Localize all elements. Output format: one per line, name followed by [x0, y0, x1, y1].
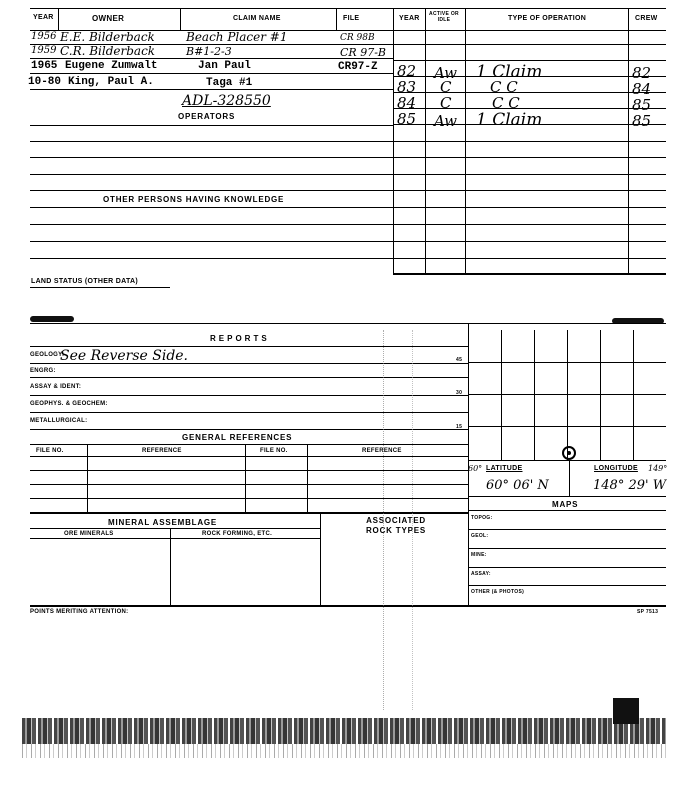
row-rule: [30, 258, 393, 259]
claim-name: Jan Paul: [198, 60, 251, 72]
mineral-subheader-rule: [30, 528, 320, 529]
owner-name: E.E. Bilderback: [60, 30, 155, 44]
grid-line: [501, 330, 502, 460]
ops-row-rule: [393, 241, 666, 242]
form-number: SP 7513: [637, 609, 659, 615]
ops-row-rule: [393, 190, 666, 191]
maps-rule: [468, 510, 666, 511]
ore-minerals-label: ORE MINERALS: [64, 531, 114, 537]
longitude-grid-value: 149°: [648, 464, 668, 473]
owner-year: 1959: [31, 45, 57, 56]
row-rule: [30, 241, 393, 242]
col-divider: [336, 8, 337, 30]
maps-title: MAPS: [552, 500, 579, 509]
ops-year: 83: [397, 78, 417, 96]
marker-dot: [567, 451, 571, 455]
row-rule: [30, 190, 393, 191]
col-divider: [180, 8, 181, 30]
grid-line: [468, 460, 666, 461]
geology-label: GEOLOGY:: [30, 352, 65, 358]
mineral-bottom-rule: [30, 605, 666, 607]
grid-line: [468, 362, 666, 363]
geophys-label: GEOPHYS. & GEOCHEM:: [30, 401, 108, 407]
refs-reference-2: REFERENCE: [362, 448, 402, 454]
grid-line: [468, 394, 666, 395]
ops-row-rule: [393, 224, 666, 225]
ops-year: 82: [397, 62, 417, 80]
refs-file-no: FILE NO.: [36, 448, 64, 454]
scale-mark: 15: [456, 424, 463, 430]
header-year-ops: YEAR: [399, 15, 420, 22]
ops-type: 1 Claim: [476, 110, 543, 130]
location-rule: [468, 496, 666, 497]
grid-line: [567, 330, 568, 460]
maps-other: OTHER (& PHOTOS): [471, 589, 525, 595]
row-rule: [30, 89, 393, 90]
ops-row-rule: [393, 44, 666, 45]
longitude-label: LONGITUDE: [594, 465, 638, 472]
maps-rule: [468, 529, 666, 530]
claim-name: B#1-2-3: [186, 45, 232, 58]
ops-type: 1 Claim: [476, 62, 543, 82]
mineral-header-rule: [30, 538, 320, 539]
other-persons-label: OTHER PERSONS HAVING KNOWLEDGE: [103, 195, 285, 204]
owner-year: 10-80: [28, 76, 62, 88]
ops-crew: 82: [632, 64, 652, 82]
file-number: CR 98B: [340, 33, 375, 43]
reports-top-rule: [30, 323, 666, 324]
ops-status: C: [440, 78, 452, 96]
general-references-title: GENERAL REFERENCES: [182, 433, 293, 442]
row-rule: [30, 207, 393, 208]
header-year: YEAR: [33, 14, 54, 21]
location-marker-icon: [562, 446, 576, 460]
metallurgical-label: METALLURGICAL:: [30, 418, 88, 424]
ops-bottom-rule: [393, 273, 666, 275]
row-rule: [30, 125, 393, 126]
associated-rock-types-label: ASSOCIATED ROCK TYPES: [365, 516, 426, 535]
ops-status: C: [440, 94, 452, 112]
ink-block: [613, 698, 639, 724]
claim-name: Beach Placer #1: [186, 30, 288, 44]
latitude-grid-value: 60°: [468, 464, 483, 473]
scale-mark: 30: [456, 390, 463, 396]
header-type-of-operation: TYPE OF OPERATION: [508, 15, 587, 22]
marker-stem: [569, 460, 570, 496]
assay-ident-label: ASSAY & IDENT:: [30, 384, 82, 390]
ops-status: Aw: [434, 64, 457, 82]
ops-row-rule: [393, 108, 666, 109]
grid-line: [600, 330, 601, 460]
owner-name: King, Paul A.: [68, 76, 154, 88]
ops-type: C C: [490, 78, 518, 96]
ops-crew: 84: [632, 80, 652, 98]
mineral-col-divider: [320, 512, 321, 606]
maps-rule: [468, 548, 666, 549]
rock-forming-label: ROCK FORMING, ETC.: [202, 531, 273, 537]
header-active-idle: ACTIVE OR IDLE: [429, 11, 459, 23]
ops-row-rule: [393, 92, 666, 93]
scan-damage-band: [22, 718, 666, 744]
ops-row-rule: [393, 157, 666, 158]
file-number: CR 97-B: [340, 46, 386, 59]
scale-mark: 45: [456, 357, 463, 363]
ops-row-rule: [393, 141, 666, 142]
latitude-value: 60° 06' N: [486, 478, 549, 493]
grid-line: [633, 330, 634, 460]
refs-col-divider: [87, 444, 88, 512]
row-rule: [30, 58, 393, 59]
maps-geol: GEOL:: [471, 533, 489, 539]
row-rule: [30, 174, 393, 175]
longitude-value: 148° 29' W: [593, 478, 667, 493]
ops-type: C C: [492, 94, 520, 112]
owner-name: C.R. Bilderback: [60, 44, 156, 58]
file-number: CR97-Z: [338, 61, 378, 73]
row-rule: [30, 141, 393, 142]
header-owner: OWNER: [92, 14, 125, 23]
row-rule: [30, 224, 393, 225]
header-file: FILE: [343, 15, 360, 22]
scan-damage-band: [22, 744, 666, 758]
latitude-label: LATITUDE: [486, 465, 523, 472]
ops-year: 84: [397, 94, 417, 112]
refs-col-divider: [245, 444, 246, 512]
ink-smudge: [30, 316, 74, 322]
scan-artifact: [383, 330, 413, 710]
ops-crew: 85: [632, 112, 652, 130]
ops-crew: 85: [632, 96, 652, 114]
ops-row-rule: [393, 174, 666, 175]
maps-mine: MINE:: [471, 552, 487, 558]
refs-reference: REFERENCE: [142, 448, 182, 454]
reports-title: REPORTS: [210, 334, 270, 343]
grid-line: [534, 330, 535, 460]
maps-assay: ASSAY:: [471, 571, 491, 577]
col-divider: [58, 8, 59, 30]
owner-name: Eugene Zumwalt: [65, 60, 158, 72]
maps-rule: [468, 585, 666, 586]
location-grid: [468, 330, 666, 460]
grid-line: [468, 426, 666, 427]
owner-year: 1965: [31, 60, 58, 72]
land-status-rule: [30, 287, 170, 288]
header-claim-name: CLAIM NAME: [233, 15, 281, 22]
ops-status: Aw: [434, 112, 457, 130]
ops-row-rule: [393, 258, 666, 259]
refs-col-divider: [307, 444, 308, 512]
refs-file-no-2: FILE NO.: [260, 448, 288, 454]
owner-year: 1956: [31, 31, 57, 42]
ops-row-rule: [393, 207, 666, 208]
points-meriting-attention-label: POINTS MERITING ATTENTION:: [30, 609, 129, 615]
ops-row-rule: [393, 60, 666, 61]
geology-value: See Reverse Side.: [60, 348, 189, 364]
engrg-label: ENGRG:: [30, 368, 56, 374]
ops-year: 85: [397, 110, 417, 128]
header-crew: CREW: [635, 15, 658, 22]
maps-topog: TOPOG:: [471, 515, 493, 521]
claim-name: Taga #1: [206, 77, 253, 89]
mineral-assemblage-title: MINERAL ASSEMBLAGE: [108, 518, 218, 527]
land-status-label: LAND STATUS (OTHER DATA): [31, 278, 139, 285]
operators-label: OPERATORS: [178, 112, 236, 121]
adl-number: ADL-328550: [182, 93, 271, 109]
row-rule: [30, 73, 393, 74]
top-border: [30, 8, 666, 9]
mineral-col-divider: [170, 528, 171, 606]
maps-rule: [468, 567, 666, 568]
row-rule: [30, 157, 393, 158]
